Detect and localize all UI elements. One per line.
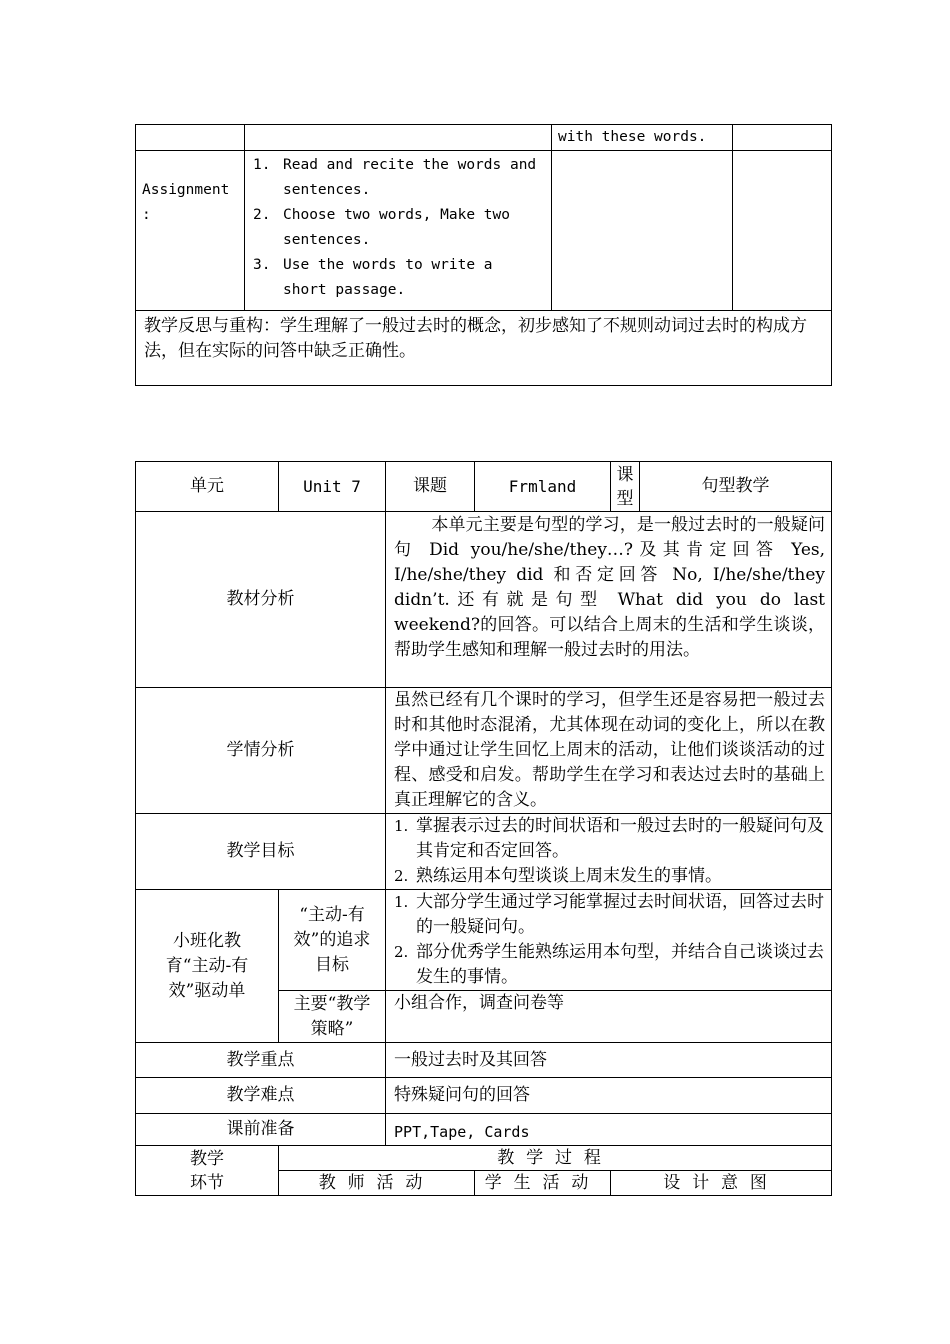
topic-value: Frmland <box>508 477 577 496</box>
stage-label: 教学环节 <box>190 1148 224 1193</box>
list-item: 3. Use the words to write a short passage. <box>253 257 493 298</box>
difficulty-text: 特殊疑问句的回答 <box>394 1085 531 1105</box>
list-item: 1. 掌握表示过去的时间状语和一般过去时的一般疑问句及其肯定和否定回答。 <box>394 816 825 861</box>
list-item: 1. Read and recite the words and sentences. <box>253 157 537 198</box>
topic-label: 课题 <box>413 476 448 496</box>
material-analysis-label: 教材分析 <box>226 589 295 609</box>
unit-value: Unit 7 <box>303 477 361 496</box>
type-label: 课型 <box>616 464 634 509</box>
assignment-list <box>245 153 543 303</box>
difficulty-label: 教学难点 <box>226 1085 295 1105</box>
list-item: 2. 部分优秀学生能熟练运用本句型，并结合自己谈谈过去发生的事情。 <box>394 942 825 987</box>
teaching-goal-list <box>388 814 825 889</box>
student-analysis-text: 虽然已经有几个课时的学习，但学生还是容易把一般过去时和其他时态混淆，尤其体现在动词的变化上，所以在教学中通过让学生回忆上周末的活动，让他们谈谈活动的过程、感受和启发。帮助学生在学习和表达过去时的基础上真正理解它的含义。 <box>394 690 826 810</box>
strategy-text: 小组合作，调查问卷等 <box>394 993 565 1013</box>
assignment-table <box>135 124 832 386</box>
student-activity-label: 学生活动 <box>484 1173 601 1193</box>
key-point-text: 一般过去时及其回答 <box>394 1049 548 1070</box>
preparation-text: PPT,Tape, Cards <box>394 1123 530 1141</box>
process-label: 教学过程 <box>497 1148 613 1168</box>
words-note: with these words. <box>558 129 707 145</box>
list-item: 2. 熟练运用本句型谈谈上周末发生的事情。 <box>394 866 723 886</box>
list-item: 2. Choose two words, Make two sentences. <box>253 207 510 248</box>
teacher-activity-label: 教师活动 <box>318 1173 435 1193</box>
material-analysis-text: 本单元主要是句型的学习，是一般过去时的一般疑问句 Did you/he/she/they…?及其肯定回答 Yes, I/he/she/they did 和否定回答 No, I/he/she/they didn’t.还有就是句型 What did you do last weekend?的回答。可以结合上周末的生活和学生谈谈，帮助学生感知和理解一般过去时的用法。 <box>394 515 826 660</box>
preparation-label: 课前准备 <box>226 1119 295 1139</box>
strategy-label: 主要“教学策略” <box>293 993 371 1039</box>
type-value: 句型教学 <box>701 476 770 496</box>
teaching-reflection: 教学反思与重构：学生理解了一般过去时的概念，初步感知了不规则动词过去时的构成方法，但在实际的问答中缺乏正确性。 <box>144 316 807 361</box>
list-item: 1. 大部分学生通过学习能掌握过去时间状语，回答过去时的一般疑问句。 <box>394 892 825 937</box>
pursuit-goal-label: “主动-有效”的追求目标 <box>293 904 371 975</box>
teaching-goal-label: 教学目标 <box>226 841 295 861</box>
lesson-plan-table <box>135 461 832 1196</box>
student-analysis-label: 学情分析 <box>226 740 295 760</box>
small-class-label: 小班化教育“主动-有效”驱动单 <box>165 930 249 1001</box>
design-intent-label: 设计意图 <box>663 1173 779 1193</box>
pursuit-goal-list <box>388 890 825 990</box>
unit-label: 单元 <box>190 476 224 496</box>
key-point-label: 教学重点 <box>226 1049 295 1070</box>
assignment-label: Assignment : <box>142 182 230 223</box>
